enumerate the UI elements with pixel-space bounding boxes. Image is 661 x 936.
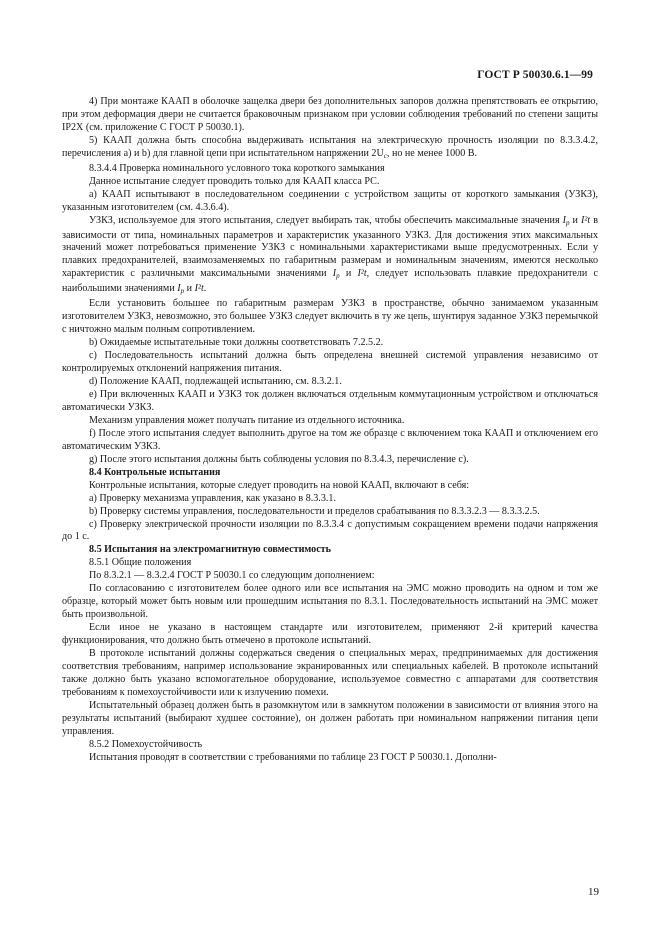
- paragraph: Контрольные испытания, которые следует проводить на новой КААП, включают в себя:: [89, 479, 470, 491]
- paragraph: Если иное не указано в настоящем стандарте или изготовителем, применяют 2-й критерий качества функционирования, что должно быть отмечено в протоколе испытаний.: [62, 622, 598, 647]
- paragraph: с) Последовательность испытаний должна быть определена внешней системой управления независимо от контролируемых отклонений напряжения питания.: [62, 350, 598, 375]
- subsection-heading: 8.5.2 Помехоустойчивость: [89, 738, 203, 750]
- paragraph: d) Положение КААП, подлежащей испытанию, см. 8.3.2.1.: [89, 376, 342, 388]
- paragraph: 5) КААП должна быть способна выдерживать испытания на электрическую прочность изоляции по 8.3.3.4.2, перечисления а) и b) для главной цепи при испытательном напряжении $2U_с$, но не менее 1000 В.: [62, 134, 598, 160]
- paragraph: УЗКЗ, используемое для этого испытания, следует выбирать так, чтобы обеспечить максимальные значения $I_p$ и I²t в зависимости от типа, номинальных параметров и характеристик указанного УЗКЗ. Для достижения этих максимальных значений может потребоваться применение УЗКЗ с номинальными характеристиками выше предусмотренных. Если у плавких предохранителей, взаимозаменяемых по габаритным размерам и номинальным значениям, имеются несколько характеристик с различными максимальными значениями $I_p$ и I²t, следует использовать плавкие предохранители с наибольшими значениями $I_p$ и I²t.: [62, 214, 599, 296]
- section-heading: 8.4 Контрольные испытания: [89, 466, 221, 478]
- paragraph: Если установить большее по габаритным размерам УЗКЗ в пространстве, обычно занимаемом указанным изготовителем УЗКЗ, невозможно, это большее УЗКЗ следует включить в ту же цепь, шунтируя заданное УЗКЗ перемычкой с ничтожно малым полным сопротивлением.: [62, 298, 598, 336]
- paragraph: g) После этого испытания должны быть соблюдены условия по 8.3.4.3, перечисление с).: [89, 453, 469, 465]
- paragraph: с) Проверку электрической прочности изоляции по 8.3.3.4 с допустимым сокращением времени подачи напряжения до 1 с.: [62, 518, 598, 543]
- paragraph: Испытательный образец должен быть в разомкнутом или в замкнутом положении в зависимости от влияния этого на результаты испытаний (выбирают худшее состояние), он должен работать при номинальном напряжении питания цепи управления.: [62, 699, 598, 737]
- page-number: 19: [588, 886, 599, 898]
- paragraph: Испытания проводят в соответствии с требованиями по таблице 23 ГОСТ Р 50030.1. Дополни-: [89, 751, 497, 763]
- paragraph: В протоколе испытаний должны содержаться сведения о специальных мерах, предпринимаемых для достижения соответствия требованиям, например использование экранированных или специальных кабелей. В протоколе испытаний также должно быть указано вспомогательное оборудование, используемое совместно с аппаратами для соответствия требованиям к помехоустойчивости или к излучению помехи.: [62, 648, 598, 698]
- page-header: ГОСТ Р 50030.6.1—99: [477, 69, 593, 81]
- paragraph: По 8.3.2.1 — 8.3.2.4 ГОСТ Р 50030.1 со следующим дополнением:: [89, 570, 375, 582]
- paragraph: е) При включенных КААП и УЗКЗ ток должен включаться отдельным коммутационным устройством и отключаться автоматически УЗКЗ.: [62, 388, 598, 413]
- paragraph: f) После этого испытания следует выполнить другое на том же образце с включением тока КААП и отключением его автоматическим УЗКЗ.: [62, 427, 598, 452]
- paragraph: а) Проверку механизма управления, как указано в 8.3.3.1.: [89, 492, 336, 504]
- subsection-heading: 8.5.1 Общие положения: [89, 557, 192, 569]
- paragraph: Механизм управления может получать питание из отдельного источника.: [89, 414, 405, 426]
- section-heading: 8.5 Испытания на электромагнитную совместимость: [89, 544, 331, 556]
- paragraph: По согласованию с изготовителем более одного или все испытания на ЭМС можно проводить на одном и том же образце, который может быть новым или прошедшим испытания по 8.3.1. Последовательность испытаний на ЭМС может быть произвольной.: [62, 583, 598, 621]
- paragraph: b) Проверку системы управления, последовательности и пределов срабатывания по 8.3.3.2.3 — 8.3.3.2.5.: [89, 505, 540, 517]
- paragraph: b) Ожидаемые испытательные токи должны соответствовать 7.2.5.2.: [89, 337, 384, 349]
- paragraph: а) КААП испытывают в последовательном соединении с устройством защиты от короткого замыкания (УЗКЗ), указанным изготовителем (см. 4.3.6.4).: [62, 188, 598, 213]
- section-heading: 8.3.4.4 Проверка номинального условного тока короткого замыкания: [89, 162, 385, 174]
- body-text: [62, 96, 598, 765]
- paragraph: 4) При монтаже КААП в оболочке защелка двери без дополнительных запоров должна препятствовать ее открытию, при этом деформация двери не считается браковочным признаком при условии соблюдения требований по степени защиты IP2X (см. приложение С ГОСТ Р 50030.1).: [62, 96, 598, 133]
- paragraph: Данное испытание следует проводить только для КААП класса РС.: [89, 175, 380, 187]
